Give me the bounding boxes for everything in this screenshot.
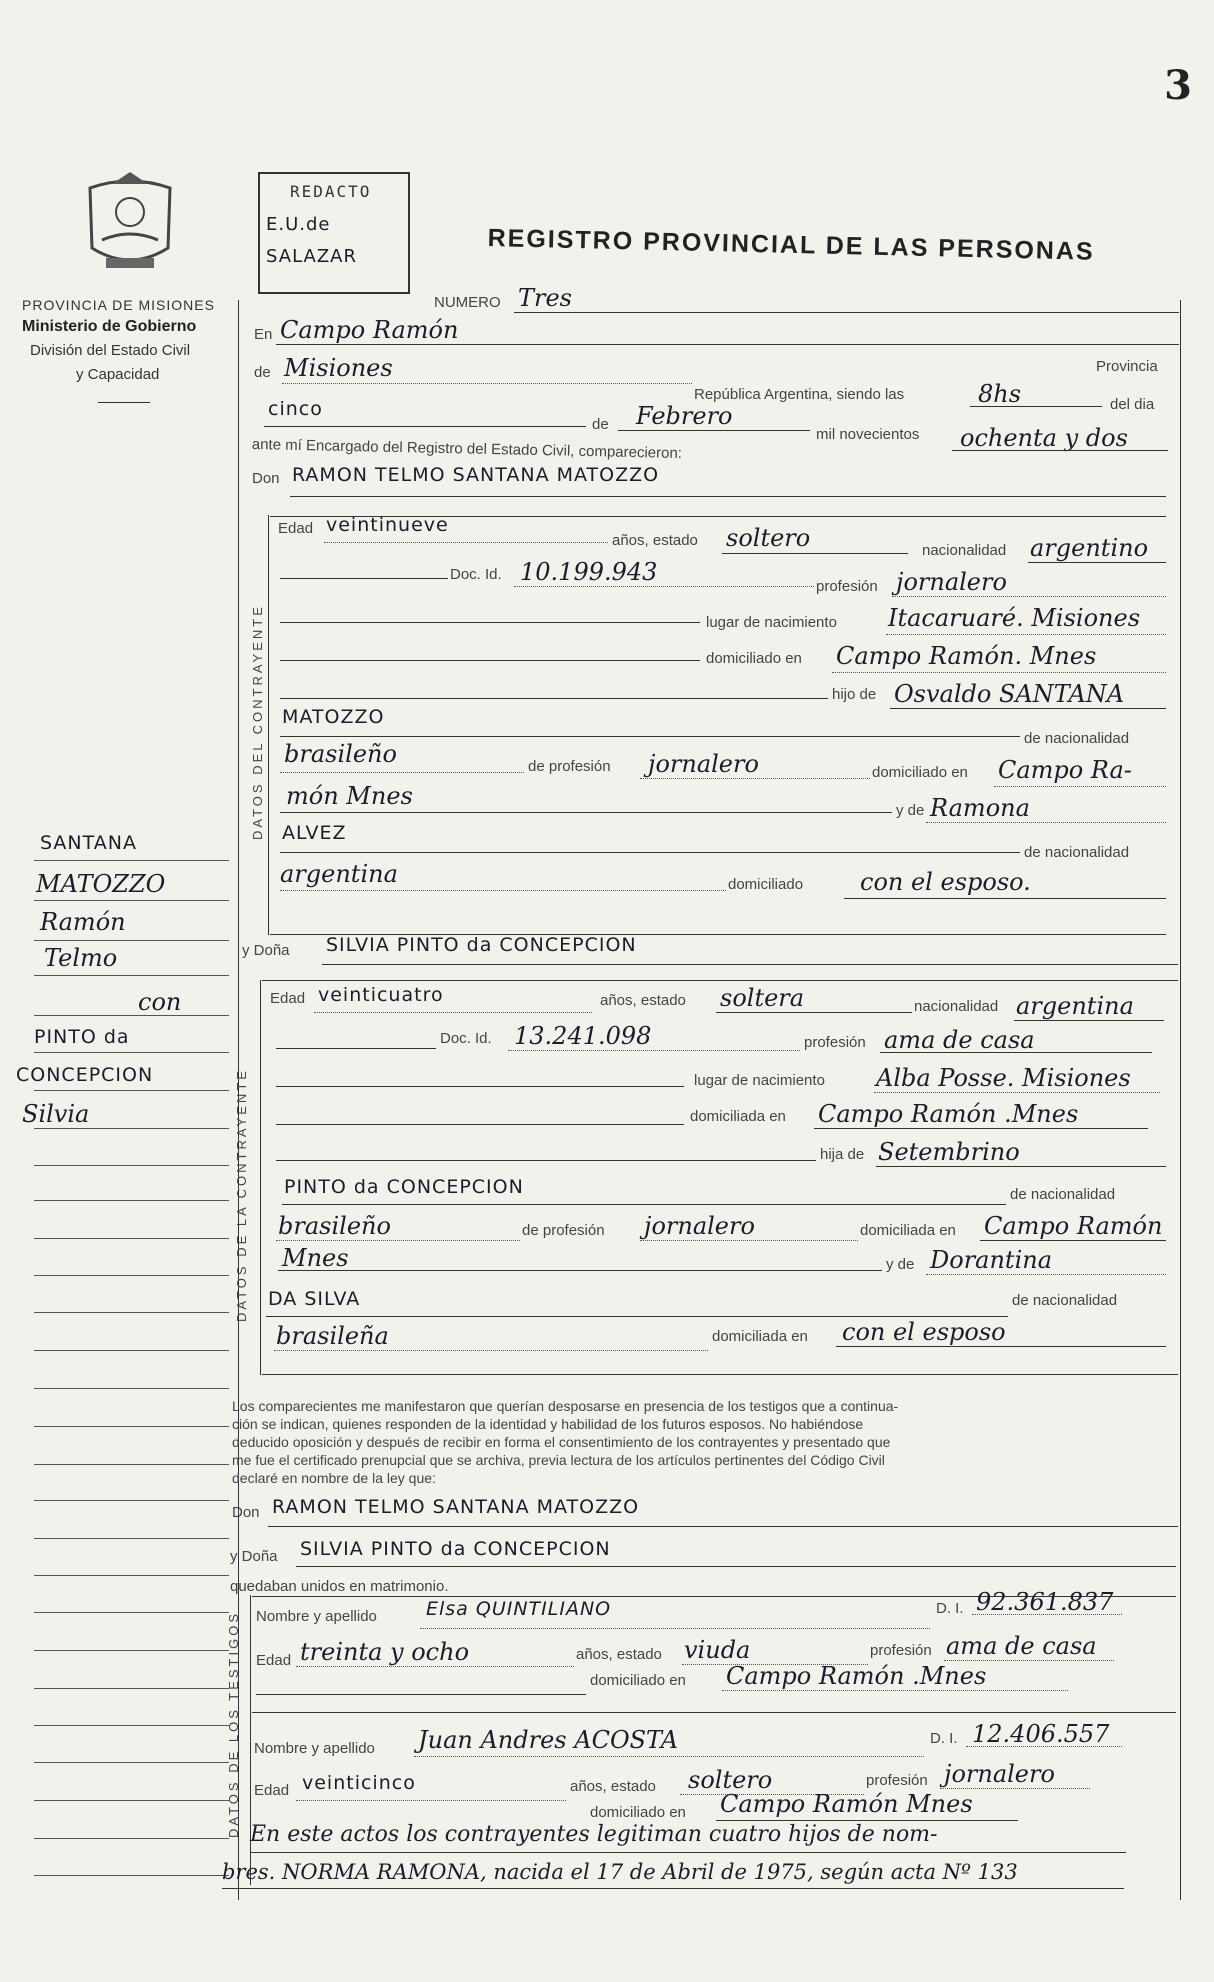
label-groom-y-de: y de [896,802,925,819]
label-groom-padre-dom: domiciliado en [872,764,968,781]
decl-don-name: RAMON TELMO SANTANA MATOZZO [272,1496,640,1518]
margin-name-3: Ramón [40,908,126,936]
bride-madre-1: Dorantina [930,1246,1053,1274]
label-w2-edad: Edad [254,1782,290,1799]
label-de-provincia: de [254,364,271,381]
label-y-dona: y Doña [242,942,290,959]
issuer-line-3: División del Estado Civil [30,342,191,359]
act-anio: ochenta y dos [960,424,1128,452]
witness2-di: 12.406.557 [972,1720,1110,1748]
label-groom-nacionalidad: nacionalidad [922,542,1007,559]
side-label-testigos: DATOS DE LOS TESTIGOS [226,1611,241,1838]
groom-padre-prof: jornalero [648,750,759,778]
registry-title: REGISTRO PROVINCIAL DE LAS PERSONAS [487,224,1095,266]
groom-domicilio: Campo Ramón. Mnes [836,642,1097,670]
groom-padre-nac: brasileño [284,740,397,768]
label-w1-profesion: profesión [870,1642,932,1659]
groom-padre-dom-1: Campo Ra- [998,756,1132,784]
act-dia: cinco [268,398,323,420]
label-decl-dona: y Doña [230,1548,278,1565]
witness1-di: 92.361.837 [976,1588,1114,1616]
label-bride-y-de: y de [886,1256,915,1273]
witness2-name: Juan Andres ACOSTA [418,1726,679,1754]
declaration-line-2: ción se indican, quienes responden de la identidad y habilidad de los futuros esposos. No habiéndose [232,1416,864,1432]
label-groom-edad: Edad [278,520,314,537]
issuer-line-4: y Capacidad [76,366,160,383]
label-groom-profesion: profesión [816,578,878,595]
groom-padre-1: Osvaldo SANTANA [894,680,1125,708]
issuer-line-1: PROVINCIA DE MISIONES [22,297,215,313]
right-frame-line [1180,300,1181,1900]
bride-madre-dom: con el esposo [842,1318,1006,1346]
note-line-1: En este actos los contrayentes legitiman cuatro hijos de nom- [250,1822,938,1847]
label-bride-padre-dom: domiciliada en [860,1222,956,1239]
stamp-label: REDACTO [290,182,372,201]
label-w2-estado: años, estado [570,1778,656,1795]
label-groom-lugar-nac: lugar de nacimiento [706,614,837,631]
label-groom-doc: Doc. Id. [450,566,502,583]
label-bride-hija-de: hija de [820,1146,865,1163]
label-bride-madre-nac: de nacionalidad [1012,1292,1118,1309]
bride-doc: 13.241.098 [514,1022,652,1050]
issuer-line-2: Ministerio de Gobierno [22,318,197,335]
margin-name-5: con [138,988,182,1016]
label-decl-don: Don [232,1504,260,1521]
declaration-line-4: me fue el certificado prenupcial que se archiva, previa lectura de los artículos pertinentes del Código Civil [232,1452,885,1468]
bride-domicilio: Campo Ramón .Mnes [818,1100,1079,1128]
label-republica: República Argentina, siendo las [694,386,905,403]
bride-profesion: ama de casa [884,1026,1035,1054]
label-bride-estado: años, estado [600,992,686,1009]
label-bride-edad: Edad [270,990,306,1007]
margin-name-6: PINTO da [34,1026,130,1048]
label-bride-padre-nac: de nacionalidad [1010,1186,1116,1203]
margin-name-8: Silvia [22,1100,90,1128]
label-w1-estado: años, estado [576,1646,662,1663]
bride-padre-dom-1: Campo Ramón [984,1212,1163,1240]
label-groom-madre-dom: domiciliado [728,876,804,893]
declaration-line-5: declaré en nombre de la ley que: [232,1470,436,1486]
act-provincia: Misiones [284,354,393,382]
label-bride-lugar-nac: lugar de nacimiento [694,1072,825,1089]
act-mes: Febrero [636,402,733,430]
bride-padre-dom-2: Mnes [282,1244,349,1272]
label-w1-domicilio: domiciliado en [590,1672,686,1689]
label-numero: NUMERO [434,294,501,311]
side-label-contrayenta: DATOS DE LA CONTRAYENTE [234,1068,249,1322]
margin-name-7: CONCEPCION [16,1064,154,1086]
label-groom-domicilio: domiciliado en [706,650,802,667]
groom-edad: veintinueve [326,514,449,536]
label-groom-madre-nac: de nacionalidad [1024,844,1130,861]
bride-estado: soltera [720,984,805,1012]
bride-name: SILVIA PINTO da CONCEPCION [326,934,637,956]
label-w1-di: D. I. [936,1600,964,1617]
stamp-line-1: E.U.de [266,214,331,235]
label-provincia: Provincia [1096,358,1158,375]
act-lugar: Campo Ramón [280,316,459,344]
label-w2-domicilio: domiciliado en [590,1804,686,1821]
groom-lugar-nac: Itacaruaré. Misiones [888,604,1141,632]
bride-nacionalidad: argentina [1016,992,1134,1020]
groom-madre-nac: argentina [280,860,398,888]
bride-padre-nac: brasileño [278,1212,391,1240]
label-don: Don [252,470,280,487]
groom-padre-2: MATOZZO [282,706,385,728]
label-w2-profesion: profesión [866,1772,928,1789]
label-bride-nacionalidad: nacionalidad [914,998,999,1015]
witness1-domicilio: Campo Ramón .Mnes [726,1662,987,1690]
act-numero: Tres [518,284,572,312]
label-w1-nombre: Nombre y apellido [256,1608,377,1625]
decl-dona-name: SILVIA PINTO da CONCEPCION [300,1538,611,1560]
label-bride-domicilio: domiciliada en [690,1108,786,1125]
bride-lugar-nac: Alba Posse. Misiones [876,1064,1131,1092]
groom-nacionalidad: argentino [1030,534,1149,562]
groom-padre-dom-2: món Mnes [286,782,413,810]
label-bride-doc: Doc. Id. [440,1030,492,1047]
bride-padre-1: Setembrino [878,1138,1020,1166]
label-ante: ante mí Encargado del Registro del Estado Civil, comparecieron: [251,436,683,463]
witness1-edad: treinta y ocho [300,1638,470,1666]
declaration-line-1: Los comparecientes me manifestaron que querían desposarse en presencia de los testigos que a continua- [232,1398,899,1414]
label-bride-madre-dom: domiciliada en [712,1328,808,1345]
groom-madre-dom: con el esposo. [860,868,1031,896]
label-mil: mil novecientos [816,426,920,443]
witness2-domicilio: Campo Ramón Mnes [720,1790,973,1818]
margin-name-2: MATOZZO [36,870,166,898]
groom-estado: soltero [726,524,811,552]
label-w1-edad: Edad [256,1652,292,1669]
act-hora: 8hs [978,380,1022,408]
witness2-estado: soltero [688,1766,773,1794]
groom-madre-2: ALVEZ [282,822,347,844]
label-quedaban: quedaban unidos en matrimonio. [230,1578,449,1595]
label-bride-padre-prof: de profesión [522,1222,605,1239]
redacto-stamp [258,172,410,294]
witness1-name: Elsa QUINTILIANO [426,1598,612,1620]
groom-profesion: jornalero [896,568,1007,596]
label-groom-padre-prof: de profesión [528,758,611,775]
side-label-contrayente: DATOS DEL CONTRAYENTE [250,604,265,840]
coat-of-arms-emblem [82,170,178,280]
label-groom-estado: años, estado [612,532,698,549]
bride-madre-nac: brasileña [276,1322,389,1350]
label-w2-di: D. I. [930,1730,958,1747]
bride-padre-2: PINTO da CONCEPCION [284,1176,524,1198]
label-w2-nombre: Nombre y apellido [254,1740,375,1757]
bride-padre-prof: jornalero [644,1212,755,1240]
stamp-line-2: SALAZAR [266,246,357,267]
witness2-edad: veinticinco [302,1772,416,1794]
note-line-2: bres. NORMA RAMONA, nacida el 17 de Abril de 1975, según acta Nº 133 [222,1860,1018,1884]
witness1-profesion: ama de casa [946,1632,1097,1660]
witness1-estado: viuda [684,1636,751,1664]
groom-doc: 10.199.943 [520,558,658,586]
bride-edad: veinticuatro [318,984,444,1006]
label-en: En [254,326,273,343]
page-number: 3 [1164,62,1192,109]
bride-madre-2: DA SILVA [268,1288,361,1310]
groom-name: RAMON TELMO SANTANA MATOZZO [292,464,660,486]
groom-madre-1: Ramona [930,794,1030,822]
label-bride-profesion: profesión [804,1034,866,1051]
label-groom-hijo-de: hijo de [832,686,877,703]
declaration-line-3: deducido oposición y después de recibir en forma el consentimiento de los contrayentes y presentado que [232,1434,891,1450]
witness2-profesion: jornalero [944,1760,1055,1788]
margin-name-1: SANTANA [40,832,137,854]
label-del-dia: del dia [1110,396,1155,413]
margin-name-4: Telmo [44,944,118,972]
label-de-mes: de [592,416,609,433]
label-groom-padre-nac: de nacionalidad [1024,730,1130,747]
